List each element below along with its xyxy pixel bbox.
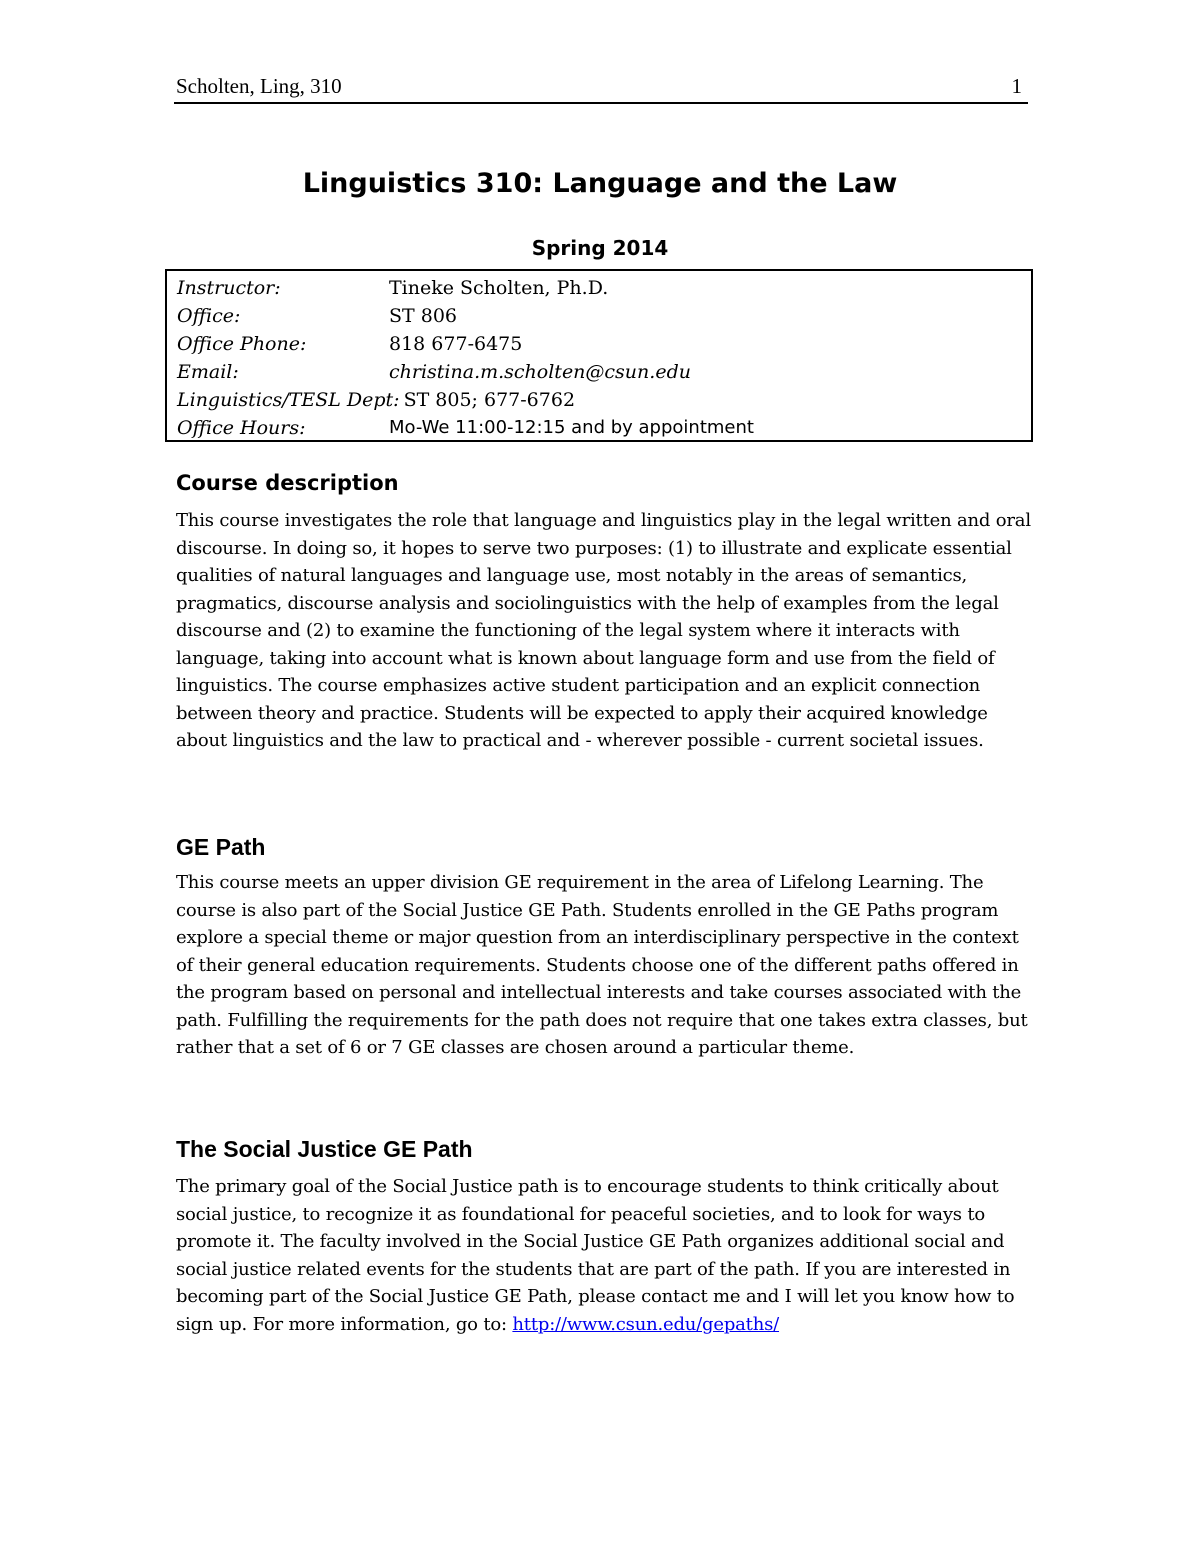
ge-path-heading: GE Path [176, 834, 266, 860]
phone-row [177, 330, 1021, 358]
office-hours-value: Mo-We 11:00-12:15 and by appointment [389, 417, 754, 438]
phone-label: Office Phone: [177, 333, 307, 355]
gepaths-link[interactable]: http://www.csun.edu/gepaths/ [512, 1313, 780, 1335]
social-justice-text: The primary goal of the Social Justice path is to encourage students to think critically about social justice, to recognize it as foundational for peaceful societies, and to look for ways to promote it. The faculty involved in the Social Justice GE Path organizes additional social and social justice related events for the students that are part of the path. If you are interested in becoming part of the Social Justice GE Path, please contact me and I will let you know how to sign up. For more information, go to: [176, 1176, 1015, 1335]
email-label: Email: [177, 361, 239, 383]
page-header [174, 72, 1028, 104]
office-row [177, 302, 1021, 330]
social-justice-heading: The Social Justice GE Path [176, 1136, 473, 1162]
email-value: christina.m.scholten@csun.edu [389, 361, 691, 383]
document-term: Spring 2014 [531, 236, 669, 260]
instructor-info-box [165, 269, 1033, 442]
dept-value: ST 805; 677-6762 [403, 389, 576, 411]
office-hours-row [177, 414, 1021, 442]
phone-value: 818 677-6475 [389, 333, 523, 355]
instructor-value: Tineke Scholten, Ph.D. [389, 277, 609, 299]
running-head: Scholten, Ling, 310 [176, 74, 342, 98]
email-row [177, 358, 1021, 386]
instructor-row [177, 274, 1021, 302]
instructor-label: Instructor: [177, 277, 281, 299]
dept-label: Linguistics/TESL Dept: [177, 389, 400, 411]
ge-path-text: This course meets an upper division GE requirement in the area of Lifelong Learning. The course is also part of the Social Justice GE Path. Students enrolled in the GE Paths program explore a special theme or major question from an interdisciplinary perspective in the context of their general education requirements. Students choose one of the different paths offered in the program based on personal and intellectual interests and take courses associated with the path. Fulfilling the requirements for the path does not require that one takes extra classes, but rather that a set of 6 or 7 GE classes are chosen around a particular theme. [176, 872, 1028, 1058]
dept-row [177, 386, 1021, 414]
page-number: 1 [1011, 74, 1022, 98]
office-value: ST 806 [389, 305, 457, 327]
office-label: Office: [177, 305, 241, 327]
course-description-text: This course investigates the role that language and linguistics play in the legal written and oral discourse. In doing so, it hopes to serve two purposes: (1) to illustrate and explicate essential qualities of natural languages and language use, most notably in the areas of semantics, pragmatics, discourse analysis and sociolinguistics with the help of examples from the legal discourse and (2) to examine the functioning of the legal system where it interacts with language, taking into account what is known about language form and use from the field of linguistics. The course emphasizes active student participation and an explicit connection between theory and practice. Students will be expected to apply their acquired knowledge about linguistics and the law to practical and - wherever possible - current societal issues. [176, 510, 1031, 751]
office-hours-label: Office Hours: [177, 417, 306, 439]
course-description-heading: Course description [176, 471, 399, 495]
document-title: Linguistics 310: Language and the Law [302, 168, 898, 199]
social-justice-paragraph [176, 1173, 1036, 1338]
